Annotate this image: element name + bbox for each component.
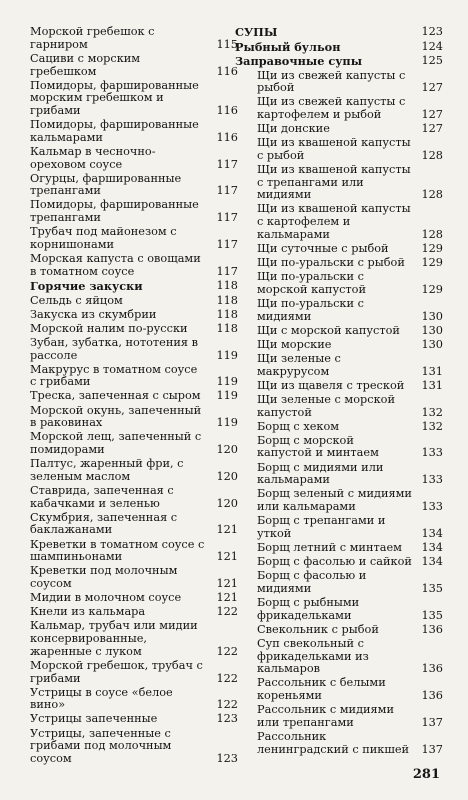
- entry-title: Щи зеленые с макрурусом: [257, 351, 341, 378]
- entry-title: Устрицы запеченные: [30, 712, 158, 726]
- page-number: 281: [412, 767, 440, 782]
- index-entry: [235, 203, 443, 241]
- entry-page: 123: [216, 712, 238, 726]
- entry-title: Рассольник с белыми кореньями: [257, 676, 386, 702]
- entry-page: 129: [421, 241, 443, 255]
- entry-title: Щи с морской капустой: [257, 323, 400, 337]
- index-entry: [235, 638, 443, 676]
- entry-page: 137: [421, 742, 443, 756]
- index-entry: [30, 119, 238, 144]
- entry-title: Щи морские: [257, 337, 332, 351]
- index-entry: [30, 337, 238, 362]
- index-entry: [30, 323, 238, 336]
- entry-page: 120: [216, 496, 238, 510]
- index-entry: [30, 280, 238, 293]
- entry-title: Борщ зеленый с мидиями или кальмарами: [257, 487, 412, 514]
- index-entry: [30, 458, 238, 483]
- entry-title: Рассольник ленинградский с пикшей: [257, 729, 410, 756]
- index-entry: [30, 620, 238, 658]
- entry-title: Рассольник с мидиями или трепангами: [257, 703, 394, 729]
- entry-page: 135: [421, 608, 443, 622]
- entry-page: 132: [421, 419, 443, 433]
- entry-title: Рыбный бульон: [235, 39, 341, 54]
- index-entry: [235, 380, 443, 393]
- entry-page: 117: [216, 237, 238, 251]
- index-entry: [235, 488, 443, 513]
- entry-page: 133: [421, 473, 443, 487]
- index-entry: [235, 462, 443, 487]
- entry-page: 134: [421, 555, 443, 569]
- entry-page: 128: [421, 148, 443, 162]
- entry-page: 135: [421, 581, 443, 595]
- entry-title: Щи из свежей капусты с рыбой: [257, 68, 406, 95]
- entry-title: Борщ с морской капустой и минтаем: [257, 433, 379, 460]
- entry-page: 119: [216, 389, 238, 403]
- entry-title: Скумбрия, запеченная с баклажанами: [30, 510, 178, 537]
- entry-title: Морской гребешок, трубач с грибами: [30, 658, 203, 685]
- entry-page: 115: [216, 37, 238, 51]
- index-entry: [30, 728, 238, 766]
- index-entry: [235, 271, 443, 296]
- index-entry: [235, 394, 443, 419]
- index-entry: [30, 364, 238, 389]
- index-entry: [30, 713, 238, 726]
- entry-page: 122: [216, 605, 238, 619]
- entry-page: 123: [216, 751, 238, 765]
- index-entry: [235, 164, 443, 202]
- index-entry: [235, 243, 443, 256]
- index-entry: [30, 253, 238, 278]
- entry-title: Сациви с морским гребешком: [30, 51, 141, 78]
- entry-title: Устрицы, запеченные с грибами под молочным соусом: [30, 726, 172, 765]
- entry-title: Морская капуста с овощами в томатном соусе: [30, 252, 201, 278]
- index-entry: [30, 512, 238, 537]
- entry-title: Щи по-уральски с мидиями: [257, 296, 364, 323]
- entry-page: 132: [421, 405, 443, 419]
- index-entry: [30, 565, 238, 590]
- entry-title: Щи по-уральски с морской капустой: [257, 270, 367, 296]
- index-entry: [30, 146, 238, 171]
- entry-title: Помидоры, фаршированные морским гребешком и грибами: [30, 78, 199, 117]
- entry-title: Огурцы, фаршированные трепангами: [30, 171, 182, 198]
- index-entry: [30, 485, 238, 510]
- index-entry: [235, 677, 443, 702]
- entry-title: Зубан, зубатка, нототения в рассоле: [30, 335, 198, 362]
- entry-page: 136: [421, 622, 443, 636]
- entry-page: 119: [216, 375, 238, 389]
- entry-title: Щи суточные с рыбой: [257, 241, 389, 255]
- index-column-right: [235, 26, 443, 758]
- entry-title: Щи по-уральски с рыбой: [257, 256, 405, 270]
- index-entry: [235, 257, 443, 270]
- index-entry: [235, 339, 443, 352]
- index-entry: [30, 26, 238, 51]
- index-column-left: [30, 26, 238, 767]
- entry-page: 121: [216, 523, 238, 537]
- entry-title: Щи донские: [257, 122, 330, 136]
- entry-page: 122: [216, 644, 238, 658]
- index-entry: [235, 325, 443, 338]
- index-entry: [30, 606, 238, 619]
- entry-title: Горячие закуски: [30, 279, 143, 294]
- index-entry: [30, 405, 238, 430]
- entry-title: Креветки под молочным соусом: [30, 564, 178, 591]
- entry-page: 122: [216, 698, 238, 712]
- index-entry: [30, 309, 238, 322]
- index-entry: [235, 26, 443, 39]
- entry-title: Ставрида, запеченная с кабачками и зеленью: [30, 483, 174, 510]
- entry-title: Щи зеленые с морской капустой: [257, 392, 395, 419]
- entry-page: 116: [216, 64, 238, 78]
- entry-page: 136: [421, 689, 443, 702]
- entry-page: 118: [216, 293, 238, 307]
- entry-page: 119: [216, 348, 238, 362]
- index-entry: [235, 70, 443, 95]
- entry-page: 131: [421, 364, 443, 378]
- entry-title: Закуска из скумбрии: [30, 307, 157, 321]
- index-entry: [235, 41, 443, 54]
- index-entry: [30, 390, 238, 403]
- entry-page: 118: [216, 321, 238, 335]
- entry-page: 130: [421, 323, 443, 337]
- entry-title: Борщ с мидиями или кальмарами: [257, 460, 384, 487]
- entry-page: 136: [421, 662, 443, 676]
- index-entry: [235, 570, 443, 595]
- index-entry: [235, 556, 443, 569]
- entry-page: 127: [421, 122, 443, 136]
- entry-page: 121: [216, 591, 238, 605]
- entry-page: 127: [421, 81, 443, 95]
- entry-title: Сельдь с яйцом: [30, 293, 123, 307]
- entry-page: 130: [421, 337, 443, 351]
- index-entry: [30, 199, 238, 224]
- index-entry: [235, 353, 443, 378]
- entry-page: 117: [216, 211, 238, 225]
- entry-page: 118: [216, 307, 238, 321]
- entry-page: 133: [421, 446, 443, 460]
- entry-title: Борщ с фасолью и сайкой: [257, 555, 412, 569]
- entry-page: 129: [421, 282, 443, 296]
- entry-title: Борщ с хеком: [257, 419, 340, 433]
- entry-title: Борщ с трепангами и уткой: [257, 514, 386, 540]
- entry-page: 117: [216, 157, 238, 171]
- entry-title: Трубач под майонезом с корнишонами: [30, 225, 177, 251]
- entry-title: Суп свекольный с фрикадельками из кальмаров: [257, 636, 369, 676]
- entry-title: Борщ летний с минтаем: [257, 540, 402, 554]
- entry-title: Морской лещ, запеченный с помидорами: [30, 430, 202, 457]
- index-entry: [235, 435, 443, 460]
- entry-page: 128: [421, 227, 443, 241]
- index-entry: [30, 173, 238, 198]
- index-entry: [235, 731, 443, 756]
- index-entry: [235, 597, 443, 622]
- entry-title: Борщ с фасолью и мидиями: [257, 569, 367, 595]
- index-entry: [235, 515, 443, 540]
- index-entry: [30, 80, 238, 118]
- index-entry: [235, 624, 443, 637]
- entry-title: Устрицы в соусе «белое вино»: [30, 685, 173, 712]
- index-entry: [235, 421, 443, 434]
- entry-page: 120: [216, 469, 238, 483]
- entry-title: Помидоры, фаршированные трепангами: [30, 198, 199, 225]
- entry-title: Щи из свежей капусты с картофелем и рыбой: [257, 95, 406, 121]
- entry-title: Щи из щавеля с треской: [257, 378, 405, 392]
- index-entry: [30, 592, 238, 605]
- index-entry: [30, 53, 238, 78]
- entry-title: СУПЫ: [235, 25, 278, 39]
- entry-title: Кнели из кальмара: [30, 605, 146, 619]
- entry-title: Кальмар в чесночно-ореховом соусе: [30, 144, 156, 171]
- entry-title: Треска, запеченная с сыром: [30, 389, 201, 403]
- entry-page: 119: [216, 416, 238, 430]
- index-entry: [30, 226, 238, 251]
- index-entry: [30, 539, 238, 564]
- index-entry: [30, 295, 238, 308]
- entry-title: Макруруc в томатном соусе с грибами: [30, 362, 198, 389]
- entry-page: 123: [421, 25, 443, 38]
- entry-page: 121: [216, 550, 238, 564]
- entry-title: Борщ с рыбными фрикадельками: [257, 595, 360, 622]
- entry-page: 120: [216, 443, 238, 457]
- entry-page: 116: [216, 130, 238, 144]
- entry-title: Палтус, жаренный фри, с зеленым маслом: [30, 457, 184, 483]
- entry-title: Креветки в томатном соусе с шампиньонами: [30, 537, 205, 564]
- entry-title: Мидии в молочном соусе: [30, 591, 182, 605]
- entry-page: 133: [421, 500, 443, 514]
- entry-page: 122: [216, 671, 238, 685]
- entry-page: 127: [421, 108, 443, 121]
- index-entry: [235, 123, 443, 136]
- entry-page: 117: [216, 184, 238, 198]
- index-entry: [30, 431, 238, 456]
- entry-page: 118: [216, 279, 238, 293]
- index-entry: [30, 687, 238, 712]
- index-entry: [235, 298, 443, 323]
- entry-title: Морской налим по-русски: [30, 321, 188, 335]
- entry-page: 134: [421, 526, 443, 540]
- entry-title: Кальмар, трубач или мидии консервированные, жаренные с луком: [30, 619, 198, 658]
- entry-title: Заправочные супы: [235, 54, 363, 69]
- entry-page: 130: [421, 309, 443, 323]
- entry-page: 129: [421, 256, 443, 270]
- entry-title: Морской гребешок с гарниром: [30, 25, 155, 51]
- index-entry: [235, 55, 443, 68]
- index-entry: [235, 542, 443, 555]
- entry-page: 131: [421, 378, 443, 392]
- entry-page: 117: [216, 264, 238, 278]
- entry-page: 121: [216, 577, 238, 591]
- index-entry: [235, 96, 443, 121]
- entry-title: Помидоры, фаршированные кальмарами: [30, 118, 199, 144]
- entry-page: 124: [421, 39, 443, 53]
- entry-title: Морской окунь, запеченный в раковинах: [30, 403, 202, 430]
- entry-title: Щи из квашеной капусты с картофелем и кальмарами: [257, 202, 411, 241]
- entry-title: Свекольник с рыбой: [257, 622, 379, 636]
- entry-page: 134: [421, 540, 443, 554]
- entry-page: 128: [421, 188, 443, 202]
- index-entry: [30, 660, 238, 685]
- entry-page: 137: [421, 715, 443, 729]
- entry-title: Щи из квашеной капусты с трепангами или мидиями: [257, 162, 411, 202]
- index-entry: [235, 137, 443, 162]
- entry-page: 125: [421, 54, 443, 68]
- index-entry: [235, 704, 443, 729]
- entry-page: 116: [216, 104, 238, 117]
- entry-title: Щи из квашеной капусты с рыбой: [257, 136, 411, 162]
